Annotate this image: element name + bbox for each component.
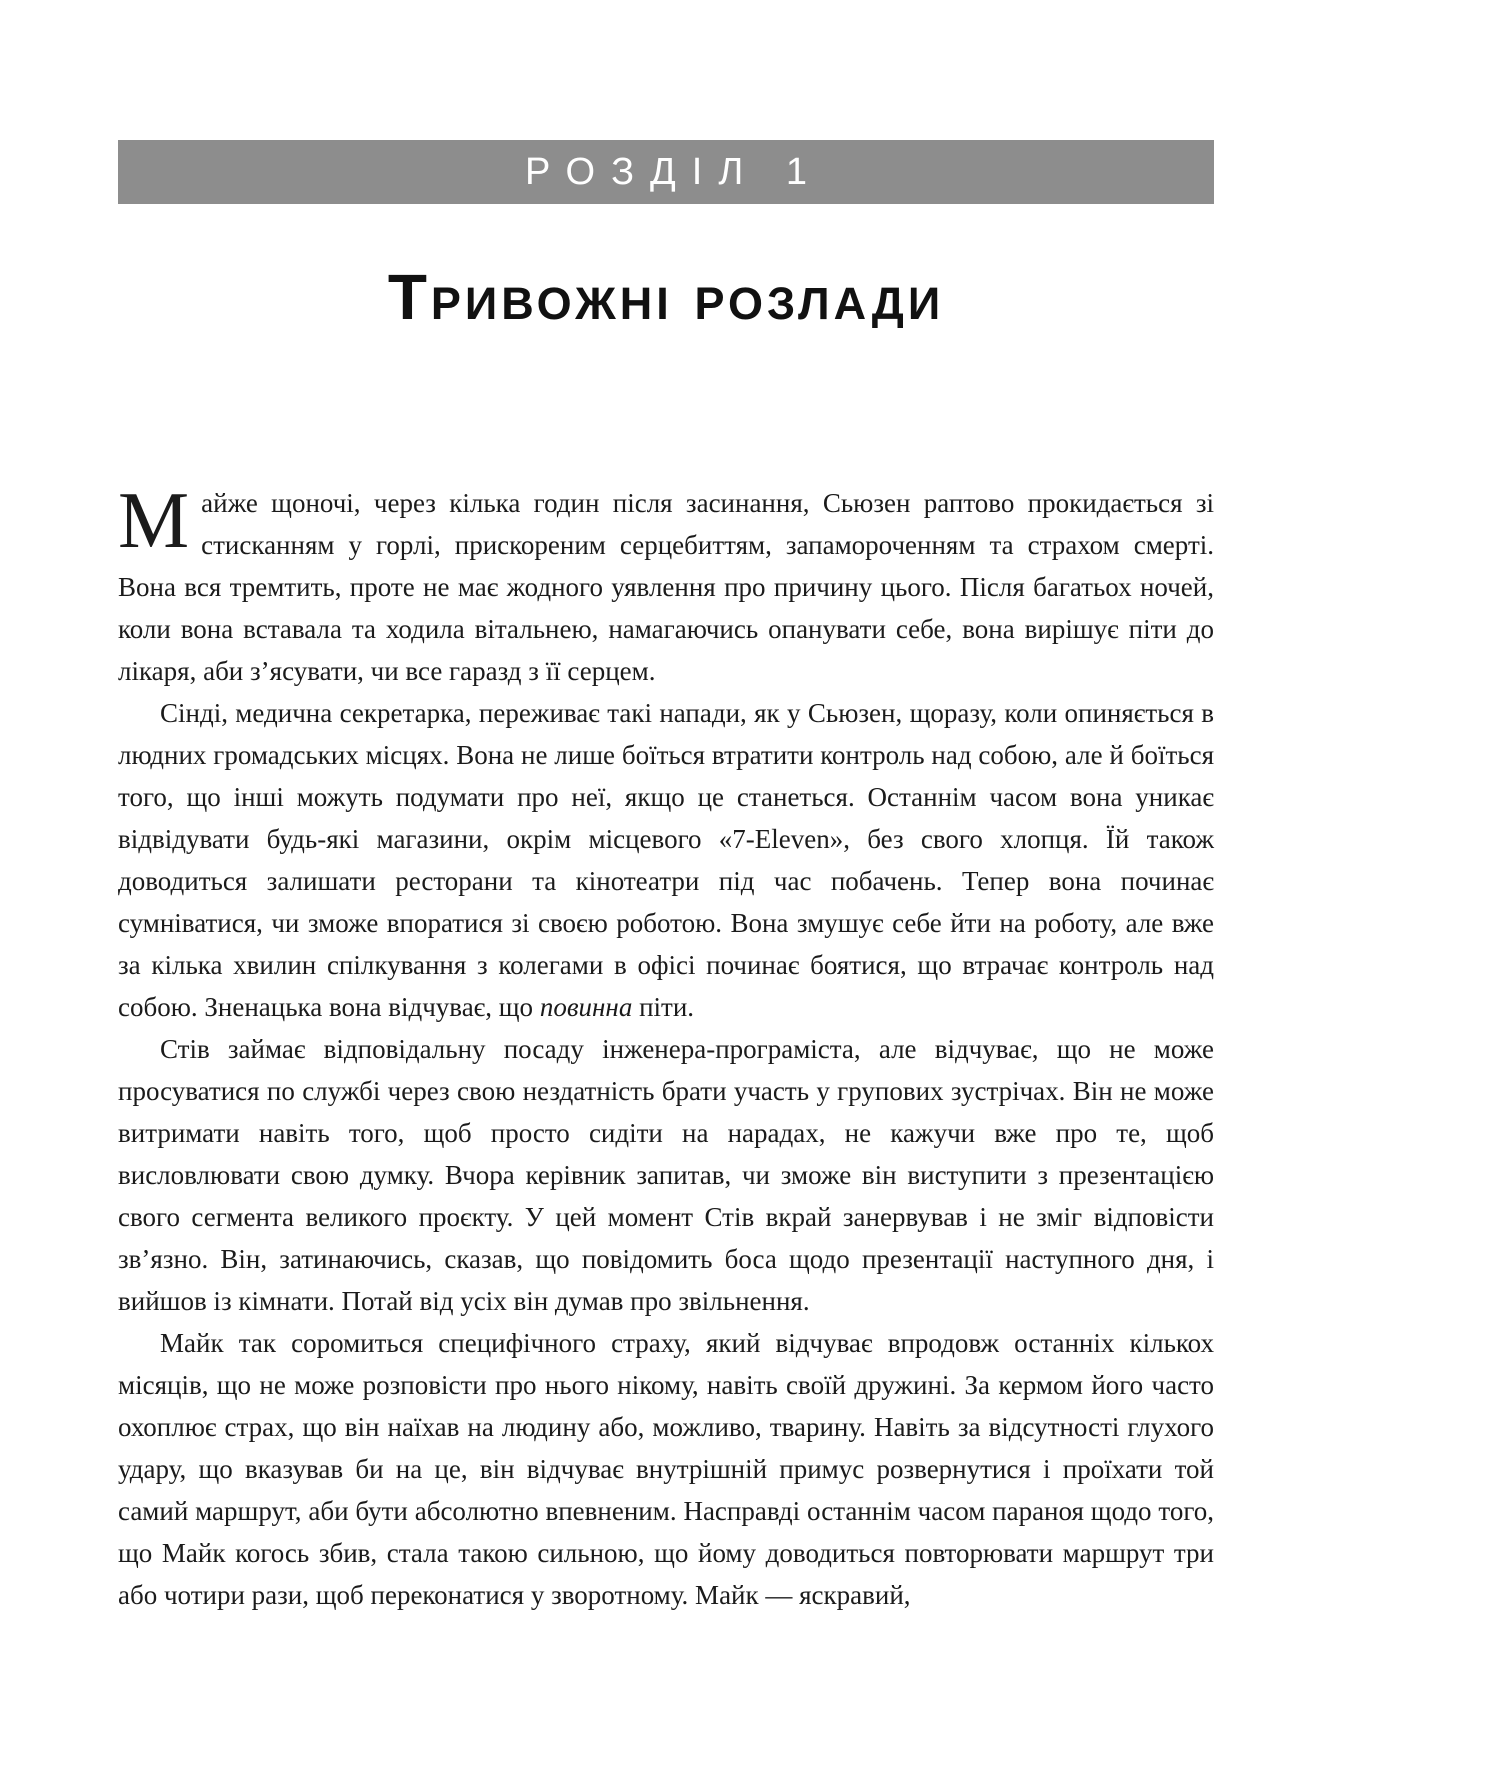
body-text — [118, 477, 1214, 1616]
paragraph — [118, 1028, 1214, 1322]
dropcap-letter: М — [118, 477, 190, 565]
emphasized-text: повинна — [539, 992, 633, 1022]
chapter-banner: РОЗДІЛ 1 — [118, 140, 1214, 204]
paragraph-text: піти. — [632, 992, 695, 1022]
paragraph — [118, 692, 1214, 1028]
chapter-title: Тривожні розлади — [387, 261, 945, 333]
paragraph-text: Стів займає відповідальну посаду інженера-програміста, але відчуває, що не може просуватися по службі через свою нездатність брати участь у групових зустрічах. Він не може витримати навіть того, щоб просто сидіти на нарадах, не кажучи вже про те, щоб висловлювати свою думку. Вчора керівник запитав, чи зможе він виступити з презентацією свого сегмента великого проєкту. У цей момент Стів вкрай занервував і не зміг відповісти зв’язно. Він, затинаючись, сказав, що повідомить боса щодо презентації наступного дня, і вийшов із кімнати. Потай від усіх він думав про звільнення. — [118, 1034, 1214, 1316]
paragraph-text: айже щоночі, через кілька годин після засинання, Сьюзен раптово прокидається зі стисканням у горлі, прискореним серцебиттям, запамороченням та страхом смерті. Вона вся тремтить, проте не має жодного уявлення про причину цього. Після багатьох ночей, коли вона вставала та ходила вітальнею, намагаючись опанувати себе, вона вирішує піти до лікаря, аби з’ясувати, чи все гаразд з її серцем. — [118, 488, 1214, 686]
paragraph — [118, 477, 1214, 692]
paragraph-text: Майк так соромиться специфічного страху, який відчуває впродовж останніх кількох місяців, що не може розповісти про нього нікому, навіть своїй дружині. За кермом його часто охоплює страх, що він наїхав на людину або, можливо, тварину. Навіть за відсутності глухого удару, що вказував би на це, він відчуває внутрішній примус розвернутися і проїхати той самий маршрут, аби бути абсолютно впевненим. Насправді останнім часом параноя щодо того, що Майк когось збив, стала такою сильною, що йому доводиться повторювати маршрут три або чотири рази, щоб переконатися у зворотному. Майк — яскравий, — [118, 1328, 1214, 1610]
paragraph-text: Сінді, медична секретарка, переживає такі напади, як у Сьюзен, щоразу, коли опиняється в людних громадських місцях. Вона не лише боїться втратити контроль над собою, але й боїться того, що інші можуть подумати про неї, якщо це станеться. Останнім часом вона уникає відвідувати будь-які магазини, окрім місцевого «7-Eleven», без свого хлопця. Їй також доводиться залишати ресторани та кінотеатри під час побачень. Тепер вона починає сумніватися, чи зможе впоратися зі своєю роботою. Вона змушує себе йти на роботу, але вже за кілька хвилин спілкування з колегами в офісі починає боятися, що втрачає контроль над собою. Зненацька вона відчуває, що — [118, 698, 1214, 1022]
paragraph — [118, 1322, 1214, 1616]
content-column — [118, 140, 1214, 1616]
